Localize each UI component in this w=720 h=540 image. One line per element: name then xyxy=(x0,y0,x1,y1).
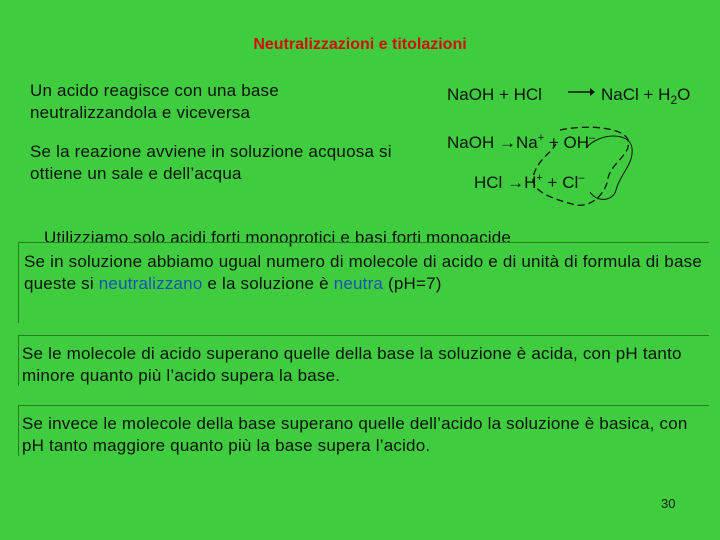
eq3-left: HCl xyxy=(474,173,503,192)
eq3-arrow: → xyxy=(507,173,525,192)
eq2-ion-oh-charge: – xyxy=(589,132,596,144)
neutral-text-before: Se in soluzione abbiamo ugual numero di molecole di acido e di unità di formula di base queste si xyxy=(24,252,702,293)
eq2-ion-na-charge: + xyxy=(537,132,545,144)
eq1-subscript: 2 xyxy=(670,93,678,107)
base-paragraph: Se invece le molecole della base superano quelle dell’acido la soluzione è basica, con pH tanto maggiore quanto più la base supera l’acido. xyxy=(22,414,688,455)
intro-text: Un acido reagisce con una base neutralizzandola e viceversa xyxy=(30,81,279,122)
eq2-ion-na: Na xyxy=(515,133,538,152)
equation-1-left: NaOH + HCl xyxy=(447,85,542,104)
page-number: 30 xyxy=(661,496,676,511)
eq3-ion-cl: Cl xyxy=(562,173,579,192)
ion-pairing-annotation xyxy=(520,118,640,218)
eq2-left: NaOH xyxy=(447,133,495,152)
eq2-ion-oh: OH xyxy=(563,133,590,152)
neutral-text-after: (pH=7) xyxy=(383,274,442,293)
eq1-product-a: NaCl + H xyxy=(601,85,671,104)
acid-paragraph: Se le molecole di acido superano quelle della base la soluzione è acida, con pH tanto minore quanto più l’acido supera la base. xyxy=(22,344,682,385)
strong-acids-note: Utilizziamo solo acidi forti monoprotici e basi forti monoacide xyxy=(44,228,512,247)
neutralizzano-highlight: neutralizzano xyxy=(98,274,203,293)
eq2-plus: + xyxy=(548,133,559,152)
reaction-arrow-icon xyxy=(566,85,596,99)
eq3-ion-h-charge: + xyxy=(536,172,543,184)
neutral-paragraph xyxy=(24,251,704,295)
equation-1-right xyxy=(601,85,690,107)
neutral-text-middle: e la soluzione è xyxy=(202,274,334,293)
neutra-highlight: neutra xyxy=(333,274,384,293)
eq3-ion-h: H xyxy=(524,173,537,192)
eq3-ion-cl-charge: – xyxy=(578,172,585,184)
eq3-plus: + xyxy=(547,173,558,192)
aqueous-text: Se la reazione avviene in soluzione acquosa si ottiene un sale e dell’acqua xyxy=(30,142,392,183)
slide-title: Neutralizzazioni e titolazioni xyxy=(253,36,467,53)
eq2-arrow: → xyxy=(498,133,516,152)
eq1-product-b: O xyxy=(677,85,691,104)
